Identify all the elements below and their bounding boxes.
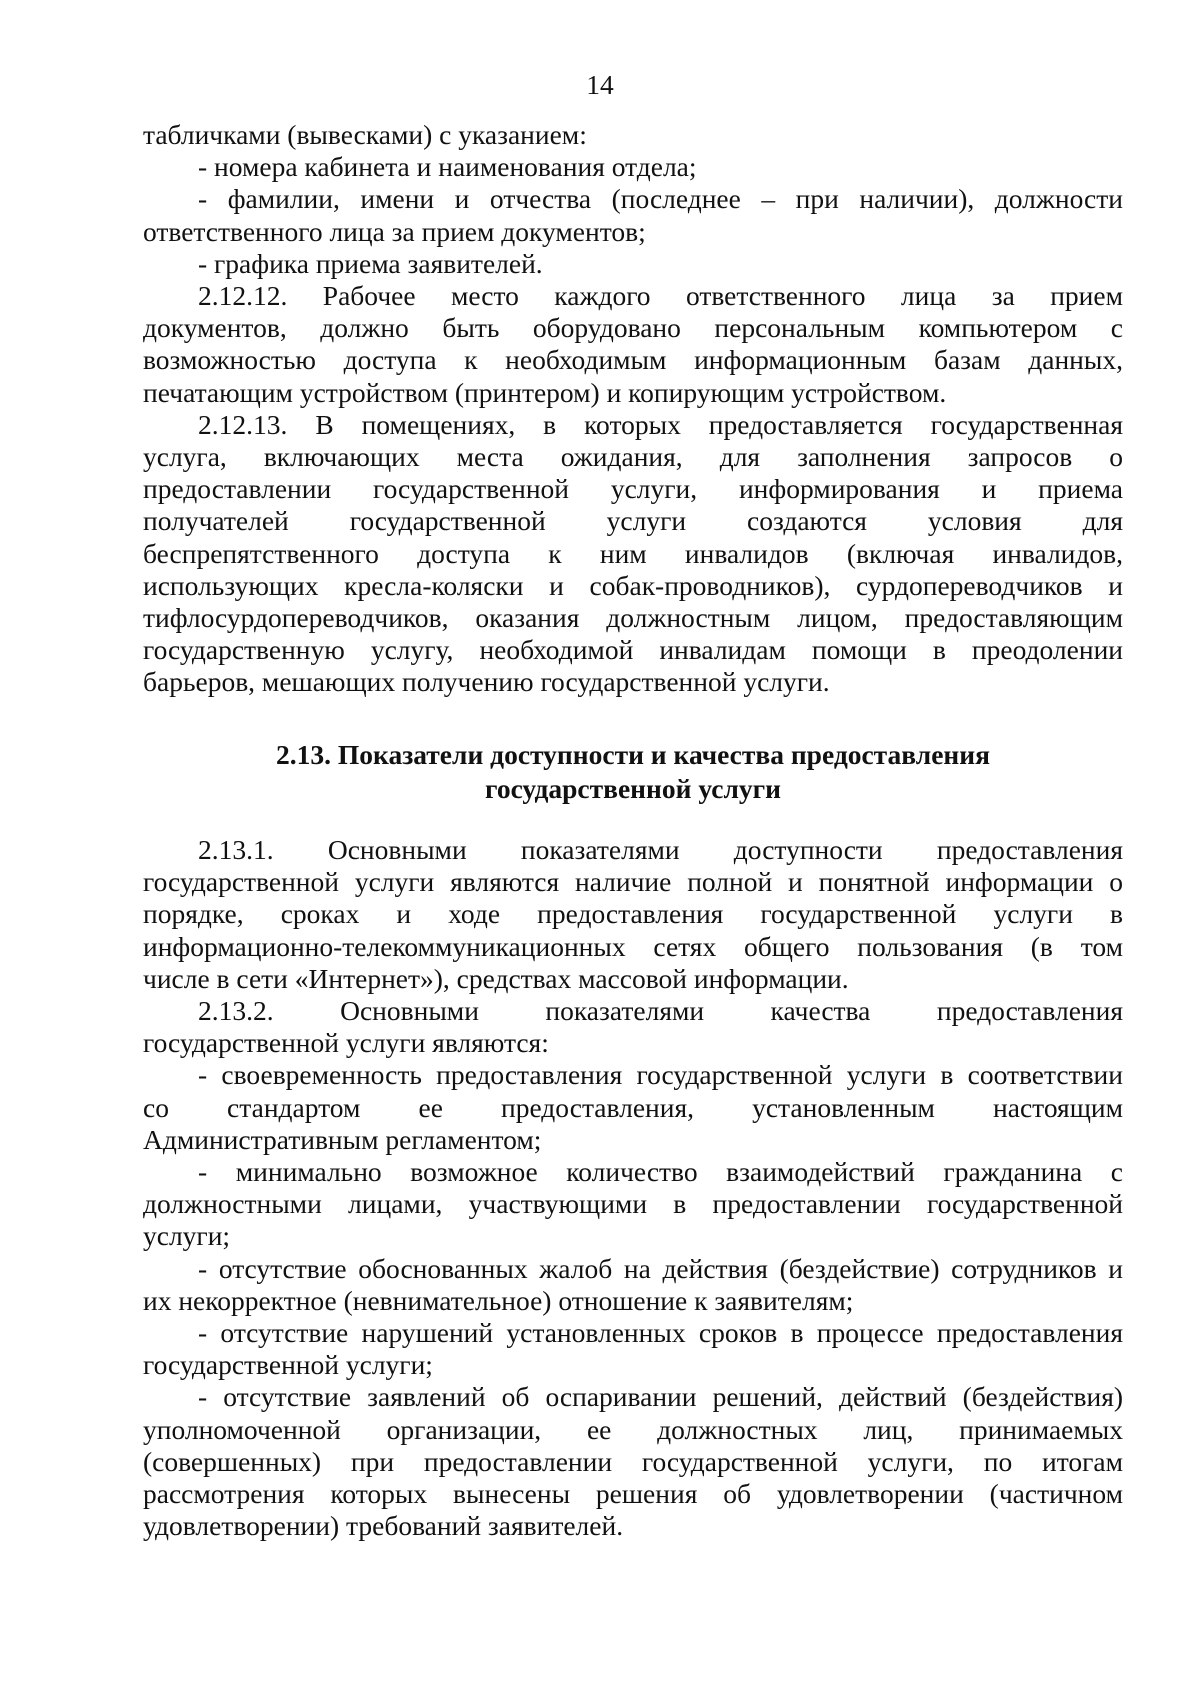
- text-line: - минимально возможное количество взаимодействий гражданина с: [198, 1156, 1123, 1188]
- text-line: 2.13.1. Основными показателями доступности предоставления: [198, 834, 1123, 865]
- text-line: Административным регламентом;: [143, 1123, 542, 1155]
- section-heading-line-1: 2.13. Показатели доступности и качества предоставления: [276, 739, 990, 770]
- text-line: возможностью доступа к необходимым информационным базам данных,: [143, 344, 1123, 376]
- text-line: государственную услугу, необходимой инвалидам помощи в преодолении: [143, 634, 1123, 666]
- text-line: их некорректное (невнимательное) отношение к заявителям;: [143, 1284, 854, 1316]
- text-line: 2.13.2. Основными показателями качества предоставления: [198, 995, 1123, 1027]
- text-line: - номера кабинета и наименования отдела;: [198, 151, 697, 183]
- text-line: тифлосурдопереводчиков, оказания должностным лицом, предоставляющим: [143, 602, 1123, 634]
- top-text-block: [143, 119, 1123, 699]
- text-line: информационно-телекоммуникационных сетях общего пользования (в том: [143, 930, 1123, 962]
- text-line: 2.12.12. Рабочее место каждого ответственного лица за прием: [198, 280, 1123, 312]
- text-line: государственной услуги являются наличие полной и понятной информации о: [143, 866, 1123, 898]
- text-line: удовлетворении) требований заявителей.: [143, 1510, 624, 1542]
- bottom-text-block: [143, 834, 1123, 1542]
- section-heading-line-2: государственной услуги: [485, 773, 781, 804]
- text-line: - графика приема заявителей.: [198, 247, 543, 279]
- text-line: документов, должно быть оборудовано персональным компьютером с: [143, 312, 1123, 344]
- text-line: ответственного лица за прием документов;: [143, 215, 646, 247]
- text-line: услуги;: [143, 1220, 231, 1252]
- text-line: государственной услуги являются:: [143, 1027, 549, 1059]
- text-line: предоставлении государственной услуги, информирования и приема: [143, 473, 1123, 505]
- text-line: 2.12.13. В помещениях, в которых предоставляется государственная: [198, 408, 1123, 440]
- text-line: рассмотрения которых вынесены решения об удовлетворении (частичном: [143, 1478, 1123, 1510]
- text-line: барьеров, мешающих получению государственной услуги.: [143, 666, 830, 698]
- text-line: услуга, включающих места ожидания, для заполнения запросов о: [143, 441, 1123, 473]
- text-line: числе в сети «Интернет»), средствах массовой информации.: [143, 962, 849, 994]
- text-line: (совершенных) при предоставлении государственной услуги, по итогам: [143, 1445, 1123, 1477]
- text-line: - отсутствие заявлений об оспаривании решений, действий (бездействия): [198, 1381, 1123, 1413]
- text-line: порядке, сроках и ходе предоставления государственной услуги в: [143, 898, 1123, 930]
- text-line: - своевременность предоставления государственной услуги в соответствии: [198, 1059, 1123, 1091]
- text-line: беспрепятственного доступа к ним инвалидов (включая инвалидов,: [143, 537, 1123, 569]
- text-line: использующих кресла-коляски и собак-проводников), сурдопереводчиков и: [143, 569, 1123, 601]
- text-line: табличками (вывесками) с указанием:: [143, 119, 587, 150]
- text-line: печатающим устройством (принтером) и копирующим устройством.: [143, 376, 947, 408]
- section-heading: [143, 738, 1123, 806]
- page-number: 14: [586, 69, 614, 100]
- text-line: - фамилии, имени и отчества (последнее – при наличии), должности: [198, 183, 1123, 215]
- text-line: государственной услуги;: [143, 1349, 433, 1381]
- text-line: получателей государственной услуги создаются условия для: [143, 505, 1123, 537]
- text-line: - отсутствие обоснованных жалоб на действия (бездействие) сотрудников и: [198, 1252, 1123, 1284]
- text-line: со стандартом ее предоставления, установленным настоящим: [143, 1091, 1123, 1123]
- text-line: уполномоченной организации, ее должностных лиц, принимаемых: [143, 1413, 1123, 1445]
- text-line: - отсутствие нарушений установленных сроков в процессе предоставления: [198, 1317, 1123, 1349]
- text-line: должностными лицами, участвующими в предоставлении государственной: [143, 1188, 1123, 1220]
